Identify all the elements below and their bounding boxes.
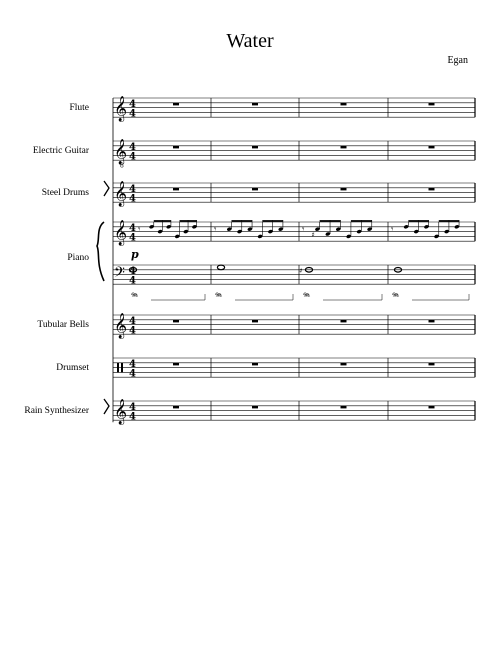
steel-drums-time-num: 4 <box>129 184 136 196</box>
rain-synthesizer-whole-rest <box>252 406 258 409</box>
piano-eighth-rest: 𝄾 <box>214 225 217 235</box>
score-title: Water <box>226 30 274 52</box>
piano-sharp: ♯ <box>299 266 303 275</box>
rain-synthesizer-whole-rest <box>341 406 347 409</box>
rain-synthesizer-time-den: 4 <box>129 411 136 423</box>
electric-guitar-treble-clef: 𝄞 <box>114 139 128 165</box>
tubular-bells-time-den: 4 <box>129 325 136 337</box>
tubular-bells-treble-clef: 𝄞 <box>114 313 128 339</box>
piano-treble-time-num: 4 <box>129 223 136 235</box>
flute-whole-rest <box>341 103 347 106</box>
rain-synthesizer-whole-rest <box>429 406 435 409</box>
rain-synthesizer-time-num: 4 <box>129 402 136 414</box>
instrument-label: Drumset <box>56 363 89 373</box>
electric-guitar-whole-rest <box>429 146 435 149</box>
drumset-whole-rest <box>429 363 435 366</box>
steel-drums-whole-rest <box>429 188 435 191</box>
steel-drums-whole-rest <box>173 188 179 191</box>
electric-guitar-whole-rest <box>252 146 258 149</box>
piano-treble-time-den: 4 <box>129 232 136 244</box>
drumset-whole-rest <box>173 363 179 366</box>
rain-synthesizer-whole-rest <box>173 406 179 409</box>
piano-eighth-rest: 𝄾 <box>302 225 305 235</box>
electric-guitar-time-den: 4 <box>129 151 136 163</box>
composer-name: Egan <box>447 55 468 66</box>
drumset-perc-clef <box>117 363 119 373</box>
piano-eighth-rest: 𝄾 <box>138 225 141 235</box>
drumset-whole-rest <box>252 363 258 366</box>
flute-time-num: 4 <box>129 99 136 111</box>
rain-synthesizer-treble-clef: 𝄞 <box>114 399 128 425</box>
instrument-label: Electric Guitar <box>32 146 89 156</box>
piano-bass-time-den: 4 <box>129 275 136 287</box>
pedal-mark: 𝆮 <box>392 290 400 303</box>
tubular-bells-time-num: 4 <box>129 316 136 328</box>
pedal-mark: 𝆮 <box>303 290 311 303</box>
drumset-time-num: 4 <box>129 359 136 371</box>
flute-whole-rest <box>429 103 435 106</box>
instrument-label: Piano <box>67 253 89 263</box>
piano-eighth-rest: 𝄾 <box>391 225 394 235</box>
staves <box>97 96 475 425</box>
pedal-mark: 𝆮 <box>215 290 223 303</box>
flute-whole-rest <box>173 103 179 106</box>
tubular-bells-whole-rest <box>429 320 435 323</box>
tubular-bells-whole-rest <box>341 320 347 323</box>
piano-sharp: ♯ <box>311 231 315 239</box>
instrument-label: Rain Synthesizer <box>24 406 89 416</box>
electric-guitar-whole-rest <box>341 146 347 149</box>
tubular-bells-whole-rest <box>173 320 179 323</box>
instrument-label: Flute <box>69 103 89 113</box>
piano-whole-note <box>217 265 224 270</box>
steel-drums-treble-clef: 𝄞 <box>114 181 128 207</box>
flute-treble-clef: 𝄞 <box>114 96 128 122</box>
flute-time-den: 4 <box>129 108 136 120</box>
steel-drums-bracket <box>104 181 109 196</box>
drumset-time-den: 4 <box>129 368 136 380</box>
piano-bass-time-num: 4 <box>129 266 136 278</box>
drumset-perc-clef <box>121 363 123 373</box>
drumset-whole-rest <box>341 363 347 366</box>
steel-drums-time-den: 4 <box>129 193 136 205</box>
instrument-label: Steel Drums <box>41 188 89 198</box>
rain-synth-bracket <box>104 399 109 414</box>
steel-drums-whole-rest <box>252 188 258 191</box>
instrument-labels <box>24 103 89 416</box>
steel-drums-whole-rest <box>341 188 347 191</box>
pedal-mark: 𝆮 <box>131 290 139 303</box>
piano-bass-bass-clef: 𝄢 <box>114 264 125 285</box>
tubular-bells-whole-rest <box>252 320 258 323</box>
electric-guitar-whole-rest <box>173 146 179 149</box>
piano-treble-treble-clef: 𝄞 <box>114 220 128 246</box>
piano-brace <box>97 222 104 281</box>
piano-dynamic: p <box>131 248 139 261</box>
electric-guitar-octave-mark: 8 <box>120 162 124 170</box>
flute-whole-rest <box>252 103 258 106</box>
instrument-label: Tubular Bells <box>37 320 89 330</box>
electric-guitar-time-num: 4 <box>129 142 136 154</box>
